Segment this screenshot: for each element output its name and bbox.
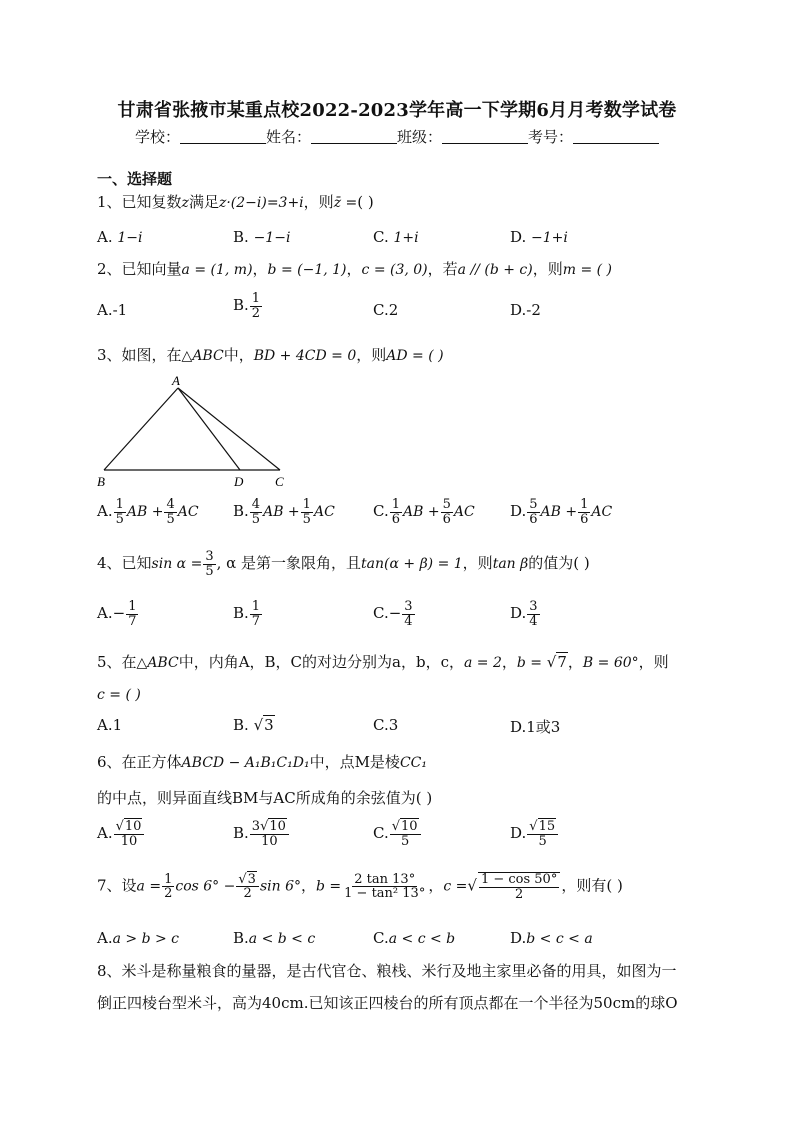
q7-b-value: a < b < c xyxy=(248,931,316,947)
question-5: 5、在△ABC中，内角A，B，C的对边分别为a，b，c，a = 2，b = √7，B = 60°，则 xyxy=(97,653,669,671)
q6-a-num: √10 xyxy=(114,820,145,835)
q2-option-a[interactable]: A.-1 xyxy=(97,301,128,319)
q4-den: 5 xyxy=(205,563,214,579)
q2-m: m = ( ) xyxy=(562,262,613,278)
q6-a-rad: 10 xyxy=(124,819,142,834)
q1-d-value: −1+i xyxy=(531,230,568,246)
q3-a-label: A. xyxy=(97,502,113,521)
q3-c-v2: AC xyxy=(453,504,475,521)
q3-a-n1: 1 xyxy=(115,497,124,512)
q2-b-label: B. xyxy=(233,296,249,315)
q6-c-frac xyxy=(390,820,421,848)
q3-c-n2: 5 xyxy=(442,497,451,512)
q3-c-frac2 xyxy=(441,498,453,526)
q5-sep2: ， xyxy=(567,653,583,671)
q4-a-den: 7 xyxy=(128,613,137,629)
q3-option-d[interactable] xyxy=(510,498,612,526)
q4-option-a[interactable] xyxy=(97,600,139,628)
q6-d-rad: 15 xyxy=(538,819,556,834)
q1-option-a[interactable] xyxy=(97,228,143,246)
q2-vec-c: c = (3, 0) xyxy=(361,262,428,278)
q7-option-d[interactable] xyxy=(510,929,593,947)
segment-ad xyxy=(178,388,240,470)
q7-a-label: A. xyxy=(97,929,113,947)
name-label: 姓名： xyxy=(265,128,311,146)
q3-d-n2: 1 xyxy=(580,497,589,512)
class-blank[interactable] xyxy=(442,129,528,144)
q7-a-num2: √3 xyxy=(236,873,259,888)
question-3 xyxy=(97,344,444,365)
q2-text: 2、已知向量 xyxy=(97,260,182,278)
q5-c: c = ( ) xyxy=(97,687,141,703)
q3-d-frac1 xyxy=(527,498,539,526)
q4-num: 3 xyxy=(205,549,214,564)
q3-b-frac1 xyxy=(250,498,262,526)
question-6 xyxy=(97,751,427,772)
q2-b-den: 2 xyxy=(251,305,261,321)
question-7: 7、设a = $\frac{1}{2}$ cos 6° − $\frac{√3}{2}$ sin 6°，b = $\frac{2 \tan 13^\circ}{\text{1 − tan² 13°}}$ ，c =√ $\frac{1 - \cos 50^\circ}{2}$ ，则有( ) xyxy=(97,871,623,902)
question-4 xyxy=(97,550,590,578)
q4-sin: sin α = xyxy=(151,556,203,573)
q7-text: 7、设 xyxy=(97,876,137,895)
q1-a-label: A. xyxy=(97,228,113,246)
label-d: D xyxy=(234,474,244,489)
q7-b-label: B. xyxy=(233,929,249,947)
name-blank[interactable] xyxy=(311,129,397,144)
q6-b-rad: 10 xyxy=(269,819,286,834)
q5-mid: 中，内角A，B，C的对边分别为a，b，c， xyxy=(178,653,464,671)
q4-tan: tan(α + β) = 1 xyxy=(361,556,463,573)
q1-text-b: 满足 xyxy=(188,193,219,211)
q5-option-b[interactable]: B. √3 xyxy=(233,716,274,734)
q7-d-label: D. xyxy=(510,929,527,947)
q7-a-sin: sin 6° xyxy=(259,878,301,895)
q6-edge: CC₁ xyxy=(399,755,427,771)
q6-c-rad: 10 xyxy=(401,819,418,834)
q3-d-d1: 6 xyxy=(529,511,538,527)
q3-b-frac2 xyxy=(301,498,313,526)
q7-b-den: 1 − tan² 13° xyxy=(344,886,426,902)
q4-d-frac xyxy=(527,600,539,628)
q5-b: b = xyxy=(516,655,543,671)
q6-option-c[interactable] xyxy=(373,820,422,848)
q6-d-den: 5 xyxy=(538,833,547,849)
q1-text-c: ，则 xyxy=(303,193,334,211)
q6-d-num: √15 xyxy=(527,820,558,835)
q1-b-value: −1−i xyxy=(253,230,291,246)
q7-a-den: 2 xyxy=(164,886,173,902)
q7-a-frac1 xyxy=(162,873,174,901)
q3-b-d2: 5 xyxy=(302,511,311,527)
q1-paren: ( ) xyxy=(357,193,374,211)
q1-a-value: 1−i xyxy=(117,230,143,246)
q7-end: ，则有( ) xyxy=(561,876,623,895)
q4-a-num: 1 xyxy=(128,599,137,614)
q6-c-den: 5 xyxy=(401,833,410,849)
q3-option-c[interactable] xyxy=(373,498,475,526)
number-label: 考号： xyxy=(528,128,574,146)
question-1 xyxy=(97,191,374,212)
q3-a-v1: AB + xyxy=(126,504,164,521)
q4-d-den: 4 xyxy=(529,613,538,629)
q4-c-label: C. xyxy=(373,604,389,623)
q3-a-n2: 4 xyxy=(166,497,175,512)
q3-ad: AD = ( ) xyxy=(386,348,444,364)
q7-a-eq: a = xyxy=(136,878,162,895)
q7-a-frac2 xyxy=(236,873,259,901)
q2-option-b[interactable] xyxy=(233,292,263,320)
section-heading: 一、选择题 xyxy=(97,170,173,188)
q4-text: 4、已知 xyxy=(97,554,152,573)
q7-option-c[interactable] xyxy=(373,929,455,947)
q3-b-n1: 4 xyxy=(251,497,261,512)
q4-rest: , α 是第一象限角，且 xyxy=(216,554,362,573)
q6-cube: ABCD − A₁B₁C₁D₁ xyxy=(181,755,310,771)
q5-end: ，则 xyxy=(638,653,669,671)
q3-option-b[interactable] xyxy=(233,498,335,526)
q6-d-frac xyxy=(527,820,558,848)
q1-equation: z·(2−i)=3+i xyxy=(218,195,304,211)
q3-a-v2: AC xyxy=(177,504,199,521)
q3-text: 3、如图，在 xyxy=(97,346,182,364)
q1-text: 1、已知复数 xyxy=(97,193,182,211)
q4-c-num: 3 xyxy=(404,599,413,614)
q5-text: 5、在 xyxy=(97,653,137,671)
q1-conjugate: z̄ = xyxy=(333,195,358,211)
q6-b-label: B. xyxy=(233,824,249,843)
question-8-line2: 倒正四棱台型米斗，高为40cm.已知该正四棱台的所有顶点都在一个半径为50cm的球O xyxy=(97,994,678,1012)
q3-d-d2: 6 xyxy=(580,511,589,527)
q4-frac xyxy=(203,550,215,578)
q1-d-label: D. xyxy=(510,228,527,246)
q6-b-frac xyxy=(250,820,289,848)
q7-d-value: b < c < a xyxy=(526,931,593,947)
q6-option-d[interactable] xyxy=(510,820,559,848)
q5-a: a = 2 xyxy=(463,655,502,671)
q7-a-den2: 2 xyxy=(243,886,252,902)
q4-a-frac xyxy=(126,600,138,628)
q3-triangle: △ABC xyxy=(181,348,224,364)
q3-option-a[interactable] xyxy=(97,498,199,526)
q6-option-a[interactable] xyxy=(97,820,145,848)
q7-c-eq: c = xyxy=(443,878,468,895)
q5-option-c[interactable]: C.3 xyxy=(373,716,399,734)
q6-mid: 中，点M是棱 xyxy=(309,753,400,771)
q3-b-d1: 5 xyxy=(251,511,261,527)
q7-sep2: ， xyxy=(428,876,444,895)
q4-d-num: 3 xyxy=(529,599,538,614)
q3-b-v1: AB + xyxy=(263,504,300,521)
q4-c-frac xyxy=(402,600,414,628)
q7-c-label: C. xyxy=(373,929,389,947)
q4-b-frac xyxy=(250,600,262,628)
q6-option-b[interactable] xyxy=(233,820,290,848)
q2-option-c[interactable]: C.2 xyxy=(373,301,399,319)
q5-line2 xyxy=(97,685,141,703)
q6-b-coef: 3 xyxy=(251,819,261,834)
q1-c-label: C. xyxy=(373,228,389,246)
q5-b-radical: 3 xyxy=(264,716,274,734)
q4-b-num: 1 xyxy=(251,599,261,614)
q5-option-a[interactable]: A.1 xyxy=(97,716,123,734)
q7-b-frac xyxy=(342,873,427,901)
q7-option-b[interactable] xyxy=(233,929,315,947)
q2-option-d[interactable]: D.-2 xyxy=(510,301,541,319)
q3-c-d2: 6 xyxy=(442,511,451,527)
q7-option-a[interactable] xyxy=(97,929,179,947)
q6-text: 6、在正方体 xyxy=(97,753,182,771)
q4-c-sign: − xyxy=(388,604,402,623)
q1-c-value: 1+i xyxy=(393,230,419,246)
q5-b-rad: 7 xyxy=(557,653,567,671)
segment-ac xyxy=(178,388,280,470)
q2-cond: ，若 xyxy=(427,260,458,278)
q3-d-v2: AC xyxy=(591,504,613,521)
q1-option-d[interactable] xyxy=(510,228,568,246)
q3-c-d1: 6 xyxy=(391,511,400,527)
q4-b-den: 7 xyxy=(251,613,261,629)
q3-d-v1: AB + xyxy=(540,504,578,521)
label-a: A xyxy=(172,373,180,388)
q4-a-sign: − xyxy=(112,604,126,623)
q3-a-frac1 xyxy=(114,498,126,526)
q1-var: z xyxy=(181,195,189,211)
question-2: 2、已知向量a = (1, m)，b = (−1, 1)，c = (3, 0)，若a // (b + c)，则m = ( ) xyxy=(97,260,613,278)
segment-ab xyxy=(104,388,178,470)
q5-angle-b: B = 60° xyxy=(582,655,639,671)
label-c: C xyxy=(275,474,284,489)
q2-b-frac xyxy=(250,292,262,320)
student-info-line xyxy=(0,126,794,147)
q7-c-value: a < c < b xyxy=(388,931,456,947)
q7-sep1: ， xyxy=(300,876,316,895)
page-title: 甘肃省张掖市某重点校2022-2023学年高一下学期6月月考数学试卷 xyxy=(117,100,677,121)
q3-vector-eq: BD + 4CD = 0 xyxy=(253,348,357,364)
number-blank[interactable] xyxy=(573,129,659,144)
q3-c-v1: AB + xyxy=(403,504,440,521)
q6-a-den: 10 xyxy=(120,833,138,849)
q4-d-label: D. xyxy=(510,604,527,623)
q5-sep1: ， xyxy=(501,653,517,671)
q6-d-label: D. xyxy=(510,824,527,843)
q4-c-den: 4 xyxy=(404,613,413,629)
q7-c-frac xyxy=(478,872,560,901)
q2-b-num: 1 xyxy=(251,291,261,306)
question-8-line1: 8、米斗是称量粮食的量器，是古代官仓、粮栈、米行及地主家里必备的用具，如图为一 xyxy=(97,962,677,980)
q6-line2: 的中点，则异面直线BM与AC所成角的余弦值为( ) xyxy=(97,789,433,807)
q3-d-frac2 xyxy=(578,498,590,526)
q3-c-n1: 1 xyxy=(391,497,400,512)
q4-option-d[interactable] xyxy=(510,600,541,628)
q5-triangle: △ABC xyxy=(136,655,179,671)
q1-b-label: B. xyxy=(233,228,249,246)
q4-option-b[interactable] xyxy=(233,600,263,628)
q7-a-rad: 3 xyxy=(247,871,256,887)
q7-c-den: 2 xyxy=(514,886,524,902)
q7-a-cos: cos 6° − xyxy=(175,878,236,895)
q7-b-num: 2 tan 13° xyxy=(354,871,416,887)
q3-b-v2: AC xyxy=(313,504,335,521)
q3-d-n1: 5 xyxy=(529,497,538,512)
q3-a-frac2 xyxy=(164,498,176,526)
q3-a-d2: 5 xyxy=(166,511,175,527)
q4-option-c[interactable] xyxy=(373,600,416,628)
q3-b-n2: 1 xyxy=(302,497,311,512)
q1-option-c[interactable] xyxy=(373,228,419,246)
q6-b-num: 3√10 xyxy=(250,820,289,835)
q4-tanb: tan β xyxy=(492,556,529,573)
q7-a-num: 1 xyxy=(164,871,173,887)
q7-a-value: a > b > c xyxy=(112,931,180,947)
q3-c-label: C. xyxy=(373,502,389,521)
class-label: 班级： xyxy=(397,128,443,146)
q6-a-frac xyxy=(114,820,145,848)
school-label: 学校： xyxy=(134,128,180,146)
q7-c-num: 1 − cos 50° xyxy=(480,872,558,887)
q3-ask: ，则 xyxy=(356,346,387,364)
q2-ask: ，则 xyxy=(532,260,563,278)
q6-b-den: 10 xyxy=(261,833,278,849)
q2-vec-a: a = (1, m) xyxy=(181,262,253,278)
q2-vec-b: b = (−1, 1) xyxy=(267,262,347,278)
q6-c-num: √10 xyxy=(390,820,421,835)
q1-option-b[interactable] xyxy=(233,228,290,246)
q2-parallel: a // (b + c) xyxy=(457,262,533,278)
q3-c-frac1 xyxy=(390,498,402,526)
triangle-diagram xyxy=(94,372,294,492)
q6-a-label: A. xyxy=(97,824,113,843)
q4-a-label: A. xyxy=(97,604,113,623)
q3-d-label: D. xyxy=(510,502,527,521)
q3-a-d1: 5 xyxy=(115,511,124,527)
label-b: B xyxy=(97,474,105,489)
q3-mid: 中， xyxy=(223,346,254,364)
q7-b-eq: b = xyxy=(316,878,342,895)
q3-b-label: B. xyxy=(233,502,249,521)
q5-b-label: B. xyxy=(233,716,249,734)
q6-c-label: C. xyxy=(373,824,389,843)
q4-end: 的值为( ) xyxy=(528,554,590,573)
q5-option-d[interactable]: D.1或3 xyxy=(510,718,561,736)
school-blank[interactable] xyxy=(180,129,266,144)
q4-b-label: B. xyxy=(233,604,249,623)
q4-ask: ，则 xyxy=(462,554,493,573)
